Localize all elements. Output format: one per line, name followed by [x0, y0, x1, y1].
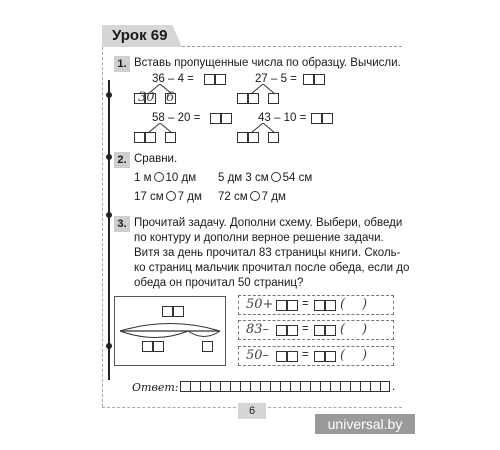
task2-instruction: Сравни. — [134, 153, 178, 165]
solution-start: 50+ — [246, 297, 274, 312]
decomposition-cells[interactable] — [237, 132, 259, 143]
side-rule — [108, 80, 110, 380]
solution-start: 50– — [246, 348, 270, 363]
sample-tens: 30 — [138, 90, 155, 105]
answer-cells[interactable] — [311, 113, 333, 124]
rule-dot — [106, 92, 112, 98]
solution-cells[interactable] — [276, 351, 298, 362]
solution-cells[interactable] — [314, 325, 336, 336]
paren-close: ) — [362, 297, 368, 312]
answer-label: Ответ: — [132, 381, 179, 394]
header-divider — [182, 46, 402, 47]
scheme-cells-left[interactable] — [142, 341, 164, 352]
rule-dot — [106, 212, 112, 218]
comparison-2: 5 дм 3 см 54 см — [218, 172, 313, 184]
decomposition-cells[interactable] — [134, 132, 156, 143]
answer-cells[interactable] — [210, 113, 232, 124]
answer-period: . — [392, 381, 396, 393]
answer-input-cells[interactable] — [180, 381, 390, 392]
task3-line: Витя за день прочитал 83 страницы книги. Сколь- — [134, 247, 401, 259]
expression: 58 – 20 = — [152, 112, 201, 124]
task1-instruction: Вставь пропущенные числа по образцу. Вычисли. — [134, 57, 401, 69]
expression: 43 – 10 = — [258, 112, 307, 124]
task3-line: по контуру и дополни верное решение задачи. — [134, 232, 384, 244]
compare-circle[interactable] — [250, 191, 260, 201]
rule-dot — [106, 154, 112, 160]
lesson-title: Урок 69 — [112, 27, 168, 44]
solution-cells[interactable] — [314, 351, 336, 362]
equals-sign: = — [302, 298, 309, 310]
compare-circle[interactable] — [166, 191, 176, 201]
decomposition-cells[interactable] — [268, 132, 279, 143]
solution-cells[interactable] — [276, 300, 298, 311]
page-number: 6 — [238, 403, 266, 419]
task3-line: Прочитай задачу. Дополни схему. Выбери, обведи — [134, 217, 403, 229]
paren-open: ( — [340, 348, 346, 363]
rule-dot — [106, 343, 112, 349]
compare-circle[interactable] — [154, 172, 164, 182]
solution-cells[interactable] — [314, 300, 336, 311]
task3-line: обеда он прочитал 50 страниц? — [134, 277, 304, 289]
task-number: 2. — [114, 152, 130, 168]
solution-cells[interactable] — [276, 325, 298, 336]
task-number: 3. — [114, 216, 130, 232]
task-number: 1. — [114, 56, 130, 72]
comparison-3: 17 см 7 дм — [134, 191, 202, 203]
paren-open: ( — [340, 297, 346, 312]
watermark: universal.by — [315, 414, 415, 434]
paren-open: ( — [340, 322, 346, 337]
comparison-1: 1 м 10 дм — [134, 172, 197, 184]
page-border-left — [102, 47, 103, 407]
solution-start: 83– — [246, 322, 270, 337]
equals-sign: = — [302, 349, 309, 361]
task3-line: ко страниц мальчик прочитал после обеда, если до — [134, 262, 410, 274]
decomposition-cells[interactable] — [237, 93, 259, 104]
answer-cells[interactable] — [204, 74, 226, 85]
scheme-cells-top[interactable] — [162, 306, 184, 317]
scheme-cells-right[interactable] — [202, 341, 213, 352]
compare-circle[interactable] — [271, 172, 281, 182]
comparison-4: 72 см 7 дм — [218, 191, 286, 203]
paren-close: ) — [362, 322, 368, 337]
answer-cells[interactable] — [303, 74, 325, 85]
sample-units: 6 — [166, 90, 175, 105]
equals-sign: = — [302, 323, 309, 335]
decomposition-cells[interactable] — [165, 132, 176, 143]
paren-close: ) — [362, 348, 368, 363]
decomposition-cells[interactable] — [268, 93, 279, 104]
expression: 27 – 5 = — [255, 73, 297, 85]
expression: 36 – 4 = — [152, 73, 194, 85]
